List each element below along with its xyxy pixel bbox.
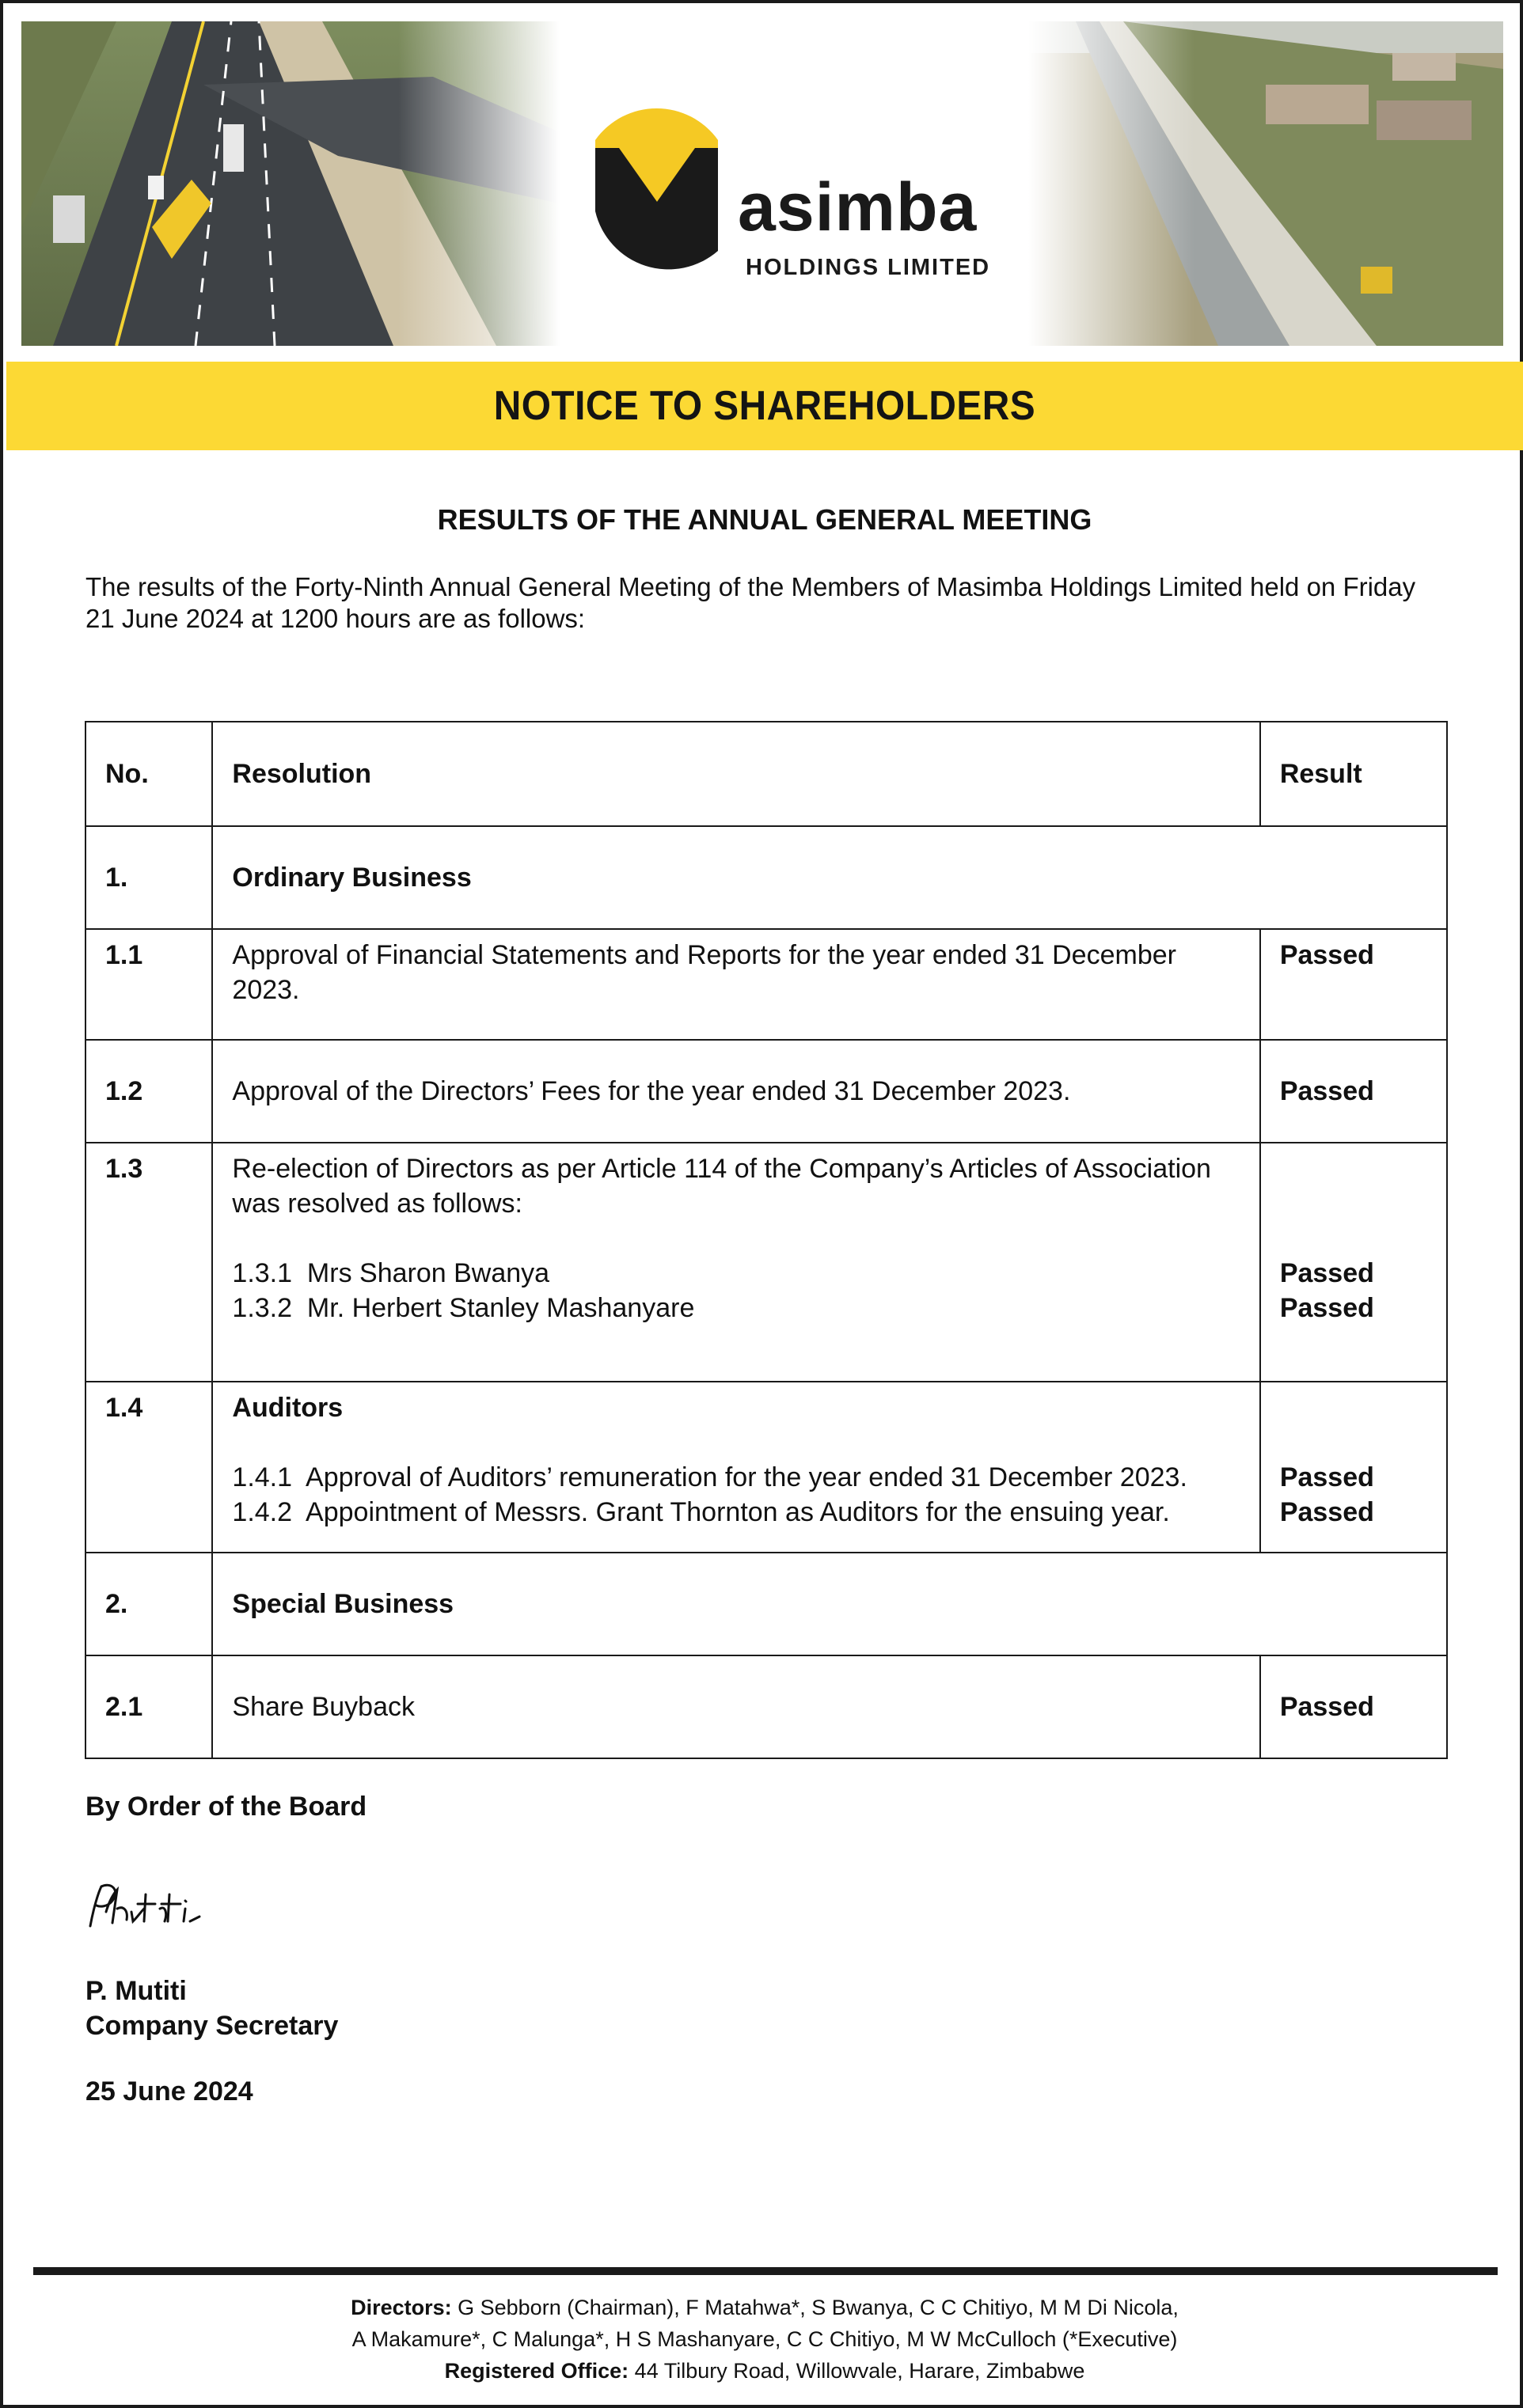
row-text-block [212, 1382, 1259, 1553]
footer [3, 2292, 1523, 2387]
by-order-label: By Order of the Board [85, 1792, 367, 1822]
section-title: RESULTS OF THE ANNUAL GENERAL MEETING [437, 503, 1092, 536]
row-no: 2.1 [85, 1655, 212, 1758]
sub-item: 1.3.1 Mrs Sharon Bwanya [232, 1258, 550, 1288]
notice-title: NOTICE TO SHAREHOLDERS [493, 383, 1036, 429]
registered-office-line [3, 2355, 1523, 2387]
header-banner [21, 21, 1503, 346]
notice-band [6, 362, 1523, 450]
resolutions-table [85, 721, 1448, 1759]
row-no: 1. [85, 826, 212, 929]
table-row [85, 929, 1447, 1040]
row-no: 1.2 [85, 1040, 212, 1143]
row-title: Special Business [212, 1553, 1447, 1655]
signer-name: P. Mutiti [85, 1976, 187, 2006]
row-no: 2. [85, 1553, 212, 1655]
footer-divider [33, 2267, 1498, 2275]
table-row [85, 1040, 1447, 1143]
sub-item: 1.4.1 Approval of Auditors’ remuneration for the year ended 31 December 2023. [232, 1462, 1187, 1492]
sub-result: Passed [1279, 1258, 1374, 1288]
row-title: Ordinary Business [212, 826, 1447, 929]
row-result-block [1260, 1382, 1447, 1553]
header-resolution: Resolution [212, 722, 1259, 826]
signer-block [85, 1974, 338, 2043]
row-result: Passed [1260, 1655, 1447, 1758]
signature [82, 1877, 249, 1940]
sub-item: 1.4.2 Appointment of Messrs. Grant Thornton as Auditors for the ensuing year. [232, 1497, 1170, 1527]
row-result-block [1260, 1143, 1447, 1382]
table-row [85, 1143, 1447, 1382]
directors-line-1 [3, 2292, 1523, 2323]
table-row [85, 1553, 1447, 1655]
row-no: 1.3 [85, 1143, 212, 1382]
row-title: Auditors [232, 1393, 344, 1423]
sub-item: 1.3.2 Mr. Herbert Stanley Mashanyare [232, 1293, 695, 1323]
directors-names-2: A Makamure*, C Malunga*, H S Mashanyare, C C Chitiyo, M W McCulloch (*Executive) [351, 2327, 1178, 2351]
sub-result: Passed [1279, 1497, 1374, 1527]
intro-paragraph: The results of the Forty-Ninth Annual General Meeting of the Members of Masimba Holdings Limited held on Friday 21 June 2024 at 1200 hours are as follows: [85, 572, 1416, 633]
row-text-block [212, 1143, 1259, 1382]
header-result: Result [1260, 722, 1447, 826]
table-row [85, 1655, 1447, 1758]
row-text: Re-election of Directors as per Article 114 of the Company’s Articles of Association was resolved as follows: [232, 1154, 1211, 1219]
sub-result: Passed [1279, 1462, 1374, 1492]
highway-photo [21, 21, 560, 346]
row-text: Approval of Financial Statements and Reports for the year ended 31 December 2023. [212, 929, 1259, 1040]
logo-subtitle: HOLDINGS LIMITED [746, 255, 991, 280]
signer-role: Company Secretary [85, 2011, 339, 2041]
row-text: Approval of the Directors’ Fees for the year ended 31 December 2023. [212, 1040, 1259, 1143]
table-row [85, 1382, 1447, 1553]
row-no: 1.4 [85, 1382, 212, 1553]
directors-names-1: G Sebborn (Chairman), F Matahwa*, S Bwanya, C C Chitiyo, M M Di Nicola, [451, 2296, 1179, 2319]
table-row [85, 826, 1447, 929]
logo-wordmark: asimba [738, 169, 978, 245]
row-result: Passed [1260, 929, 1447, 1040]
row-no: 1.1 [85, 929, 212, 1040]
row-text: Share Buyback [212, 1655, 1259, 1758]
header-no: No. [85, 722, 212, 826]
row-result: Passed [1260, 1040, 1447, 1143]
directors-label: Directors: [351, 2296, 452, 2319]
construction-photo [1028, 21, 1503, 346]
office-address: 44 Tilbury Road, Willowvale, Harare, Zimbabwe [629, 2359, 1085, 2383]
office-label: Registered Office: [444, 2359, 629, 2383]
sub-result: Passed [1279, 1293, 1374, 1323]
table-header-row [85, 722, 1447, 826]
notice-date: 25 June 2024 [85, 2076, 253, 2107]
